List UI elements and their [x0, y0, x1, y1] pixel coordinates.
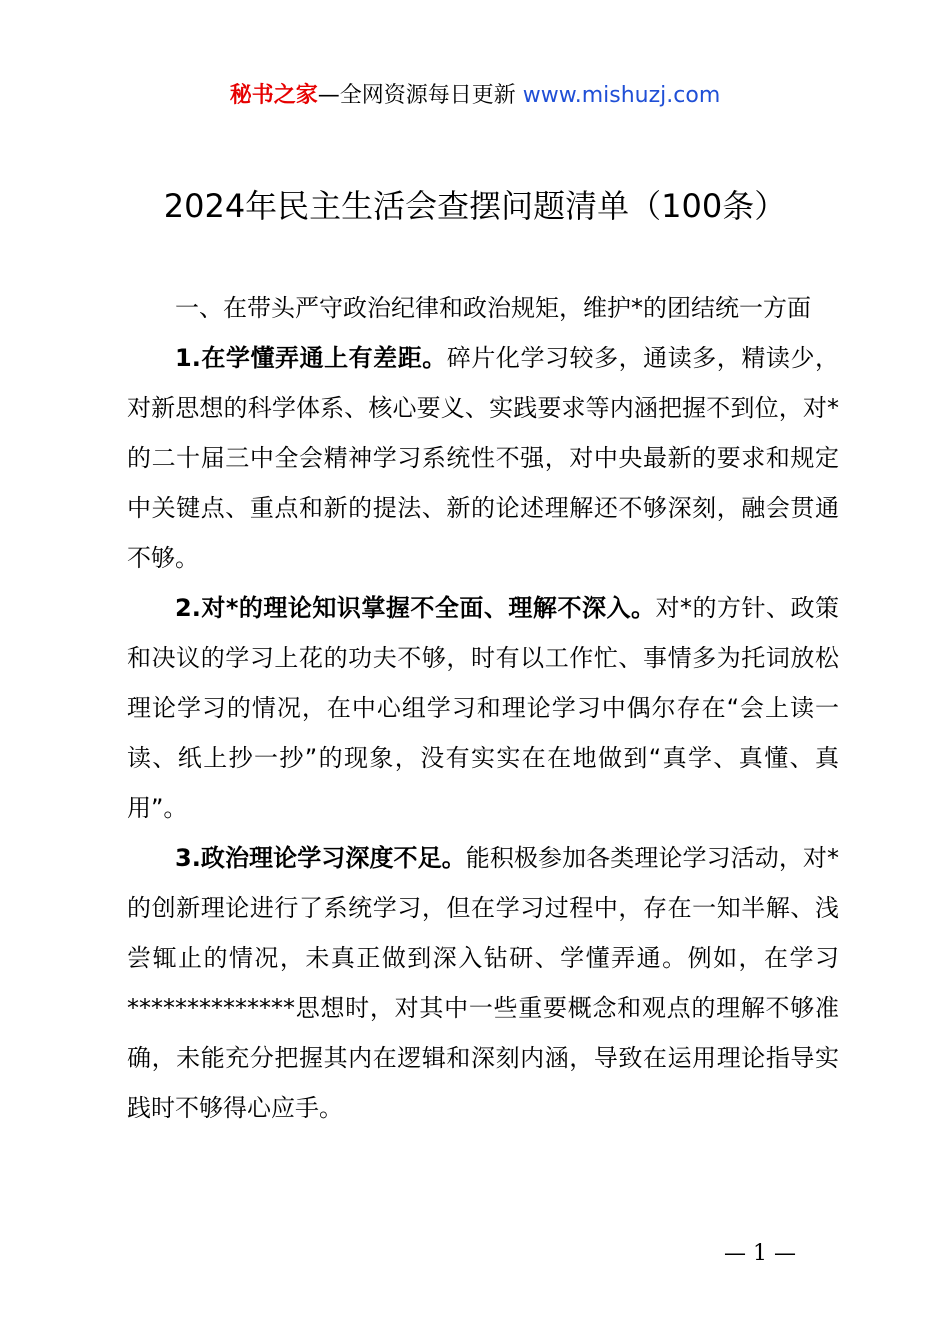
- brand-name: 秘书之家: [229, 83, 318, 108]
- list-item: [127, 583, 839, 833]
- item-lead: 3.政治理论学习深度不足。: [175, 844, 466, 872]
- site-url-link[interactable]: www.mishuzj.com: [522, 83, 721, 108]
- item-lead: 1.在学懂弄通上有差距。: [175, 344, 447, 372]
- site-header: [0, 80, 950, 112]
- section-heading: 一、在带头严守政治纪律和政治规矩，维护*的团结统一方面: [175, 294, 811, 322]
- item-text: 对*的方针、政策和决议的学习上花的功夫不够，时有以工作忙、事情多为托词放松理论学习的情况，在中心组学习和理论学习中偶尔存在“会上读一读、纸上抄一抄”的现象，没有实实在在地做到“真学、真懂、真用”。: [127, 594, 840, 822]
- page-number: — 1 —: [724, 1241, 796, 1266]
- site-tagline: —全网资源每日更新: [317, 83, 516, 108]
- item-text: 能积极参加各类理论学习活动，对*的创新理论进行了系统学习，但在学习过程中，存在一知半解、浅尝辄止的情况，未真正做到深入钻研、学懂弄通。例如，在学习**************思想时，对其中一些重要概念和观点的理解不够准确，未能充分把握其内在逻辑和深刻内涵，导致在运用理论指导实践时不够得心应手。: [127, 844, 839, 1122]
- item-text: 碎片化学习较多，通读多，精读少，对新思想的科学体系、核心要义、实践要求等内涵把握不到位，对*的二十届三中全会精神学习系统性不强，对中央最新的要求和规定中关键点、重点和新的提法、新的论述理解还不够深刻，融会贯通不够。: [127, 344, 839, 572]
- list-item: [127, 833, 839, 1133]
- list-item: [127, 333, 839, 583]
- item-lead: 2.对*的理论知识掌握不全面、理解不深入。: [175, 594, 656, 622]
- document-body: [127, 283, 839, 1133]
- document-title: 2024年民主生活会查摆问题清单（100条）: [163, 187, 787, 225]
